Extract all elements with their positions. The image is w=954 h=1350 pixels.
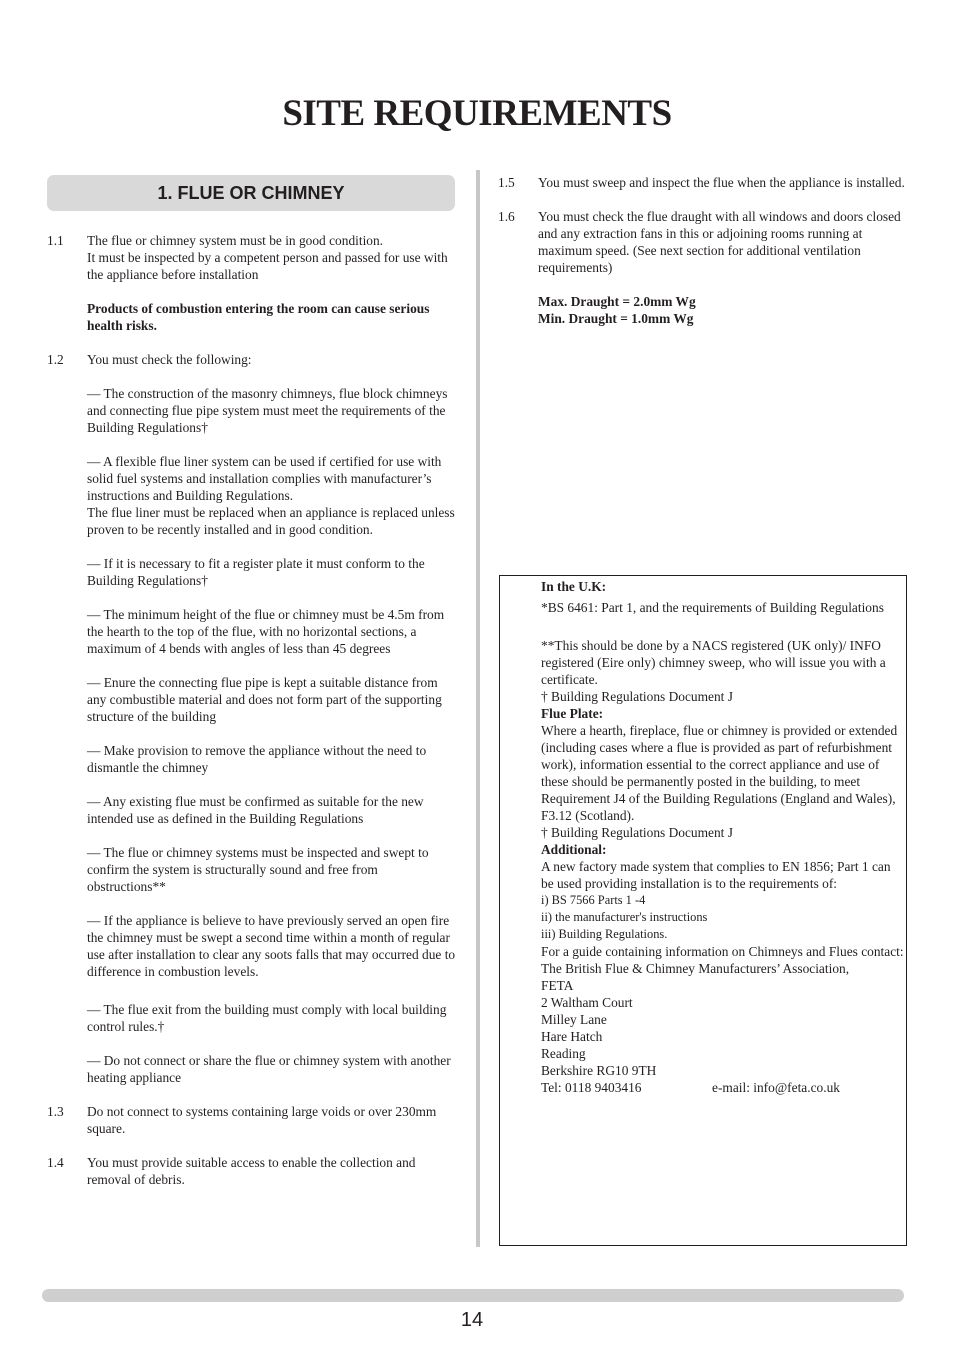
item-number: 1.3 — [47, 1104, 64, 1119]
address-line: Reading — [541, 1046, 586, 1061]
warning-text: Products of combustion entering the room can cause serious health risks. — [87, 301, 430, 333]
flue-plate-text: Where a hearth, fireplace, flue or chimney is provided or extended (including cases where a flue is provided as part of refurbishment work), information essential to the correct appliance and use of these should be permanently posted in the building, to meet Requirement J4 of the Building Regulations (England and Wales), F3.12 (Scotland). — [541, 723, 898, 823]
item-number: 1.1 — [47, 233, 64, 248]
checklist-item: The flue liner must be replaced when an appliance is replaced unless proven to be recently installed and in good condition. — [87, 505, 455, 537]
item-text: You must check the flue draught with all windows and doors closed and any extraction fans in this or adjoining rooms running at maximum speed. (See next section for additional ventilation requirements) — [538, 209, 901, 275]
checklist-item: — The construction of the masonry chimneys, flue block chimneys and connecting flue pipe system must meet the requirements of the Building Regulations† — [87, 386, 448, 435]
notes-box — [499, 575, 907, 1246]
item-1-3 — [47, 1103, 457, 1137]
min-draught: Min. Draught = 1.0mm Wg — [538, 311, 694, 326]
checklist-item: — The flue or chimney systems must be inspected and swept to confirm the system is structurally sound and free from obstructions** — [87, 845, 429, 894]
item-text: Do not connect to systems containing large voids or over 230mm square. — [87, 1104, 437, 1136]
additional-text: A new factory made system that complies to EN 1856; Part 1 can be used providing installation is to the requirements of: — [541, 859, 891, 891]
guide-text: For a guide containing information on Chimneys and Flues contact: — [541, 944, 904, 959]
checklist-item: — Do not connect or share the flue or chimney system with another heating appliance — [87, 1053, 451, 1085]
regulations-reference: † Building Regulations Document J — [541, 825, 733, 840]
checklist-item: — If the appliance is believe to have previously served an open fire the chimney must be swept a second time within a month of regular use after installation to clear any soots falls that may occurred due to difference in combustion levels. — [87, 913, 456, 979]
uk-heading: In the U.K: — [541, 579, 607, 594]
address-line: Hare Hatch — [541, 1029, 603, 1044]
left-column — [47, 232, 457, 1188]
item-text: It must be inspected by a competent person and passed for use with the appliance before installation — [87, 250, 448, 282]
bs-note: *BS 6461: Part 1, and the requirements of Building Regulations — [541, 600, 884, 615]
item-1-2 — [47, 351, 457, 1086]
item-text: The flue or chimney system must be in good condition. — [87, 233, 384, 248]
checklist-item: — The flue exit from the building must comply with local building control rules.† — [87, 1002, 447, 1034]
list-item: ii) the manufacturer's instructions — [541, 910, 708, 924]
checklist-item: — A flexible flue liner system can be used if certified for use with solid fuel systems and installation complies with manufacturer’s instructions and Building Regulations. — [87, 454, 442, 503]
item-1-5 — [498, 174, 908, 191]
nacs-note: **This should be done by a NACS registered (UK only)/ INFO registered (Eire only) chimney sweep, who will issue you with a certificate. — [541, 638, 886, 687]
item-number: 1.2 — [47, 352, 64, 367]
item-1-4 — [47, 1154, 457, 1188]
item-text: You must provide suitable access to enable the collection and removal of debris. — [87, 1155, 416, 1187]
email-address: e-mail: info@feta.co.uk — [712, 1080, 840, 1095]
address-line: Milley Lane — [541, 1012, 607, 1027]
checklist-item: — Any existing flue must be confirmed as suitable for the new intended use as defined in the Building Regulations — [87, 794, 424, 826]
additional-heading: Additional: — [541, 842, 607, 857]
contact-row — [541, 1079, 904, 1096]
checklist-item: — Enure the connecting flue pipe is kept a suitable distance from any combustible material and does not form part of the supporting structure of the building — [87, 675, 442, 724]
column-divider — [476, 170, 480, 1247]
address-line: The British Flue & Chimney Manufacturers’ Association, — [541, 961, 850, 976]
page-number: 14 — [460, 1309, 484, 1331]
telephone: Tel: 0118 9403416 — [541, 1080, 642, 1095]
item-number: 1.4 — [47, 1155, 64, 1170]
item-number: 1.5 — [498, 175, 515, 190]
address-line: 2 Waltham Court — [541, 995, 633, 1010]
max-draught: Max. Draught = 2.0mm Wg — [538, 294, 696, 309]
item-1-1 — [47, 232, 457, 334]
item-1-6 — [498, 208, 908, 327]
address-line: Berkshire RG10 9TH — [541, 1063, 657, 1078]
item-text: You must sweep and inspect the flue when the appliance is installed. — [538, 175, 905, 190]
page-title: SITE REQUIREMENTS — [282, 93, 672, 134]
regulations-reference: † Building Regulations Document J — [541, 689, 733, 704]
flue-plate-heading: Flue Plate: — [541, 706, 604, 721]
item-text: You must check the following: — [87, 352, 252, 367]
list-item: i) BS 7566 Parts 1 -4 — [541, 893, 646, 907]
list-item: iii) Building Regulations. — [541, 927, 668, 941]
checklist-item: — The minimum height of the flue or chimney must be 4.5m from the hearth to the top of the flue, with no horizontal sections, a maximum of 4 bends with angles of less than 45 degrees — [87, 607, 445, 656]
checklist-item: — Make provision to remove the appliance without the need to dismantle the chimney — [87, 743, 427, 775]
footer-bar — [42, 1289, 904, 1302]
section-heading-flue-or-chimney: 1. FLUE OR CHIMNEY — [47, 175, 455, 211]
item-number: 1.6 — [498, 209, 515, 224]
checklist-item: — If it is necessary to fit a register plate it must conform to the Building Regulations† — [87, 556, 425, 588]
right-column — [498, 174, 908, 327]
address-line: FETA — [541, 978, 574, 993]
